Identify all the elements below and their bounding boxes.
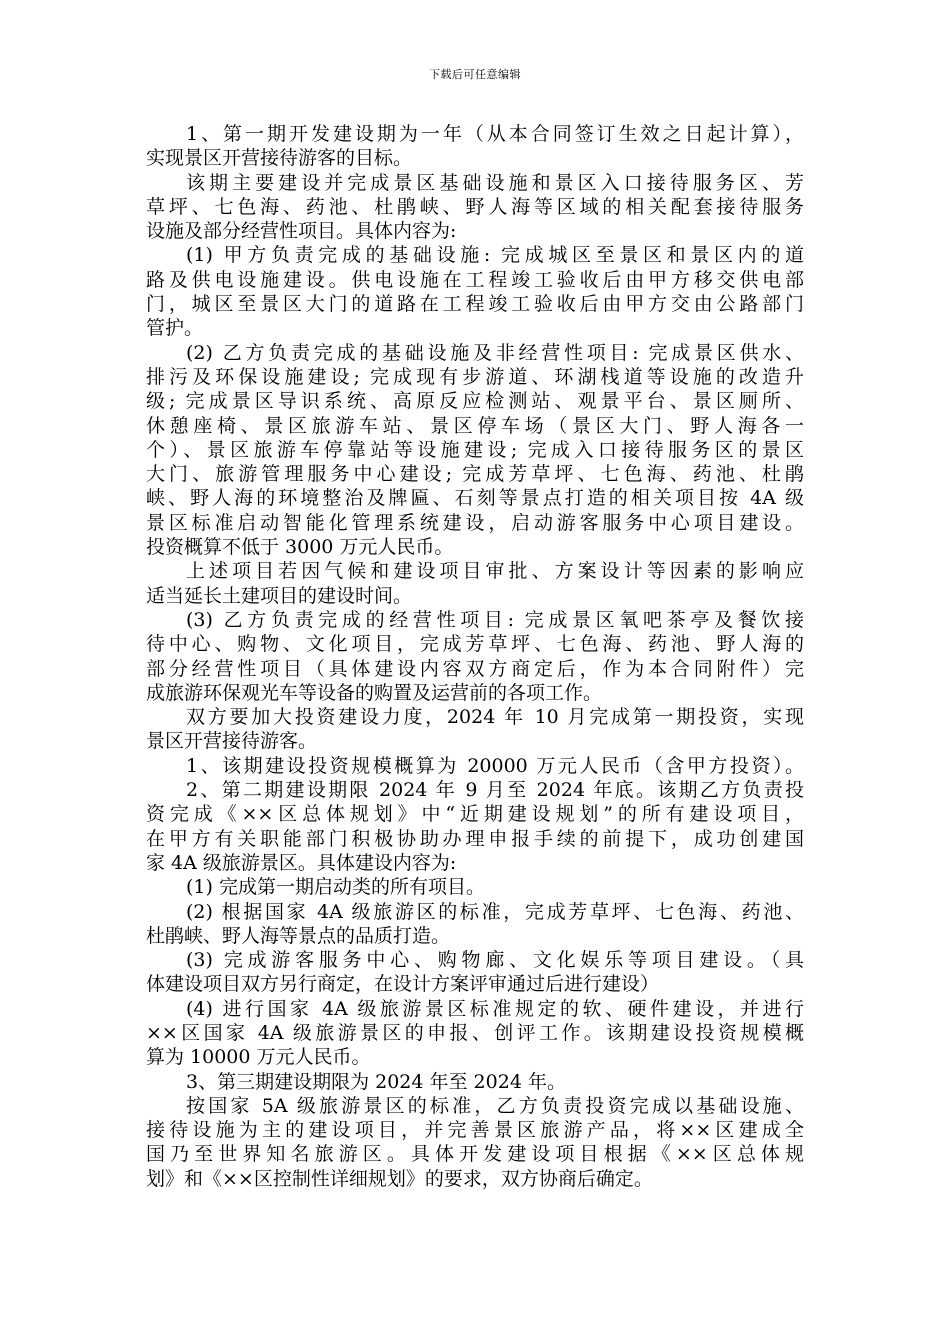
text-line: ××区国家 4A 级旅游景区的申报、创评工作。该期建设投资规模概 [146, 1021, 804, 1044]
text-line: (1) 甲方负责完成的基础设施: 完成城区至景区和景区内的道 [186, 244, 804, 267]
text-line: (1) 完成第一期启动类的所有项目。 [186, 876, 485, 899]
text-line: 个）、景区旅游车停靠站等设施建设; 完成入口接待服务区的景区 [146, 438, 804, 461]
text-line: 2、第二期建设期限 2024 年 9 月至 2024 年底。该期乙方负责投 [186, 779, 804, 802]
text-line: 3、第三期建设期限为 2024 年至 2024 年。 [186, 1070, 566, 1093]
text-line: 实现景区开营接待游客的目标。 [146, 147, 413, 170]
text-line: 国乃至世界知名旅游区。具体开发建设项目根据《××区总体规 [146, 1143, 804, 1166]
text-line: 划》和《××区控制性详细规划》的要求，双方协商后确定。 [146, 1167, 653, 1190]
text-line: 家 4A 级旅游景区。具体建设内容为: [146, 851, 457, 874]
page-header: 下载后可任意编辑 [429, 68, 521, 81]
text-line: 资完成《××区总体规划》中“近期建设规划”的所有建设项目， [146, 803, 804, 826]
text-line: (2) 乙方负责完成的基础设施及非经营性项目: 完成景区供水、 [186, 341, 804, 364]
text-line: (2) 根据国家 4A 级旅游区的标准，完成芳草坪、七色海、药池、 [186, 900, 804, 923]
text-line: 峡、野人海的环境整治及牌匾、石刻等景点打造的相关项目按 4A 级 [146, 487, 804, 510]
text-line: 体建设项目双方另行商定，在设计方案评审通过后进行建设） [146, 973, 660, 996]
text-line: 排污及环保设施建设; 完成现有步游道、环湖栈道等设施的改造升 [146, 365, 804, 388]
text-line: 杜鹃峡、野人海等景点的品质打造。 [146, 924, 451, 947]
text-line: 成旅游环保观光车等设备的购置及运营前的各项工作。 [146, 681, 603, 704]
text-line: 路及供电设施建设。供电设施在工程竣工验收后由甲方移交供电部 [146, 268, 804, 291]
text-line: 级; 完成景区导识系统、高原反应检测站、观景平台、景区厕所、 [146, 390, 804, 413]
text-line: 景区标准启动智能化管理系统建设，启动游客服务中心项目建设。 [146, 511, 804, 534]
text-line: 上述项目若因气候和建设项目审批、方案设计等因素的影响应 [186, 560, 804, 583]
text-line: (4) 进行国家 4A 级旅游景区标准规定的软、硬件建设，并进行 [186, 997, 804, 1020]
text-line: 投资概算不低于 3000 万元人民币。 [146, 536, 454, 559]
text-line: 1、第一期开发建设期为一年（从本合同签订生效之日起计算）， [186, 123, 804, 145]
text-line: 设施及部分经营性项目。具体内容为: [146, 220, 457, 243]
document-body [146, 122, 804, 1191]
text-line: 大门、旅游管理服务中心建设; 完成芳草坪、七色海、药池、杜鹃 [146, 463, 804, 486]
text-line: 双方要加大投资建设力度，2024 年 10 月完成第一期投资，实现 [186, 706, 804, 729]
text-line: 算为 10000 万元人民币。 [146, 1046, 371, 1069]
text-line: 适当延长土建项目的建设时间。 [146, 584, 413, 607]
text-line: (3) 完成游客服务中心、购物廊、文化娱乐等项目建设。（具 [186, 949, 804, 972]
text-line: 1、该期建设投资规模概算为 20000 万元人民币（含甲方投资）。 [186, 754, 804, 777]
text-line: 景区开营接待游客。 [146, 730, 318, 753]
text-line: 在甲方有关职能部门积极协助办理申报手续的前提下，成功创建国 [146, 827, 804, 850]
text-line: 草坪、七色海、药池、杜鹃峡、野人海等区域的相关配套接待服务 [146, 195, 804, 218]
text-line: 接待设施为主的建设项目，并完善景区旅游产品，将××区建成全 [146, 1119, 804, 1142]
text-line: 部分经营性项目（具体建设内容双方商定后，作为本合同附件）完 [146, 657, 804, 680]
text-line: 按国家 5A 级旅游景区的标准，乙方负责投资完成以基础设施、 [186, 1094, 804, 1117]
text-line: 该期主要建设并完成景区基础设施和景区入口接待服务区、芳 [186, 171, 804, 194]
text-line: 门，城区至景区大门的道路在工程竣工验收后由甲方交由公路部门 [146, 293, 804, 316]
text-line: 休憩座椅、景区旅游车站、景区停车场（景区大门、野人海各一 [146, 414, 804, 437]
text-line: 管护。 [146, 317, 204, 340]
text-line: (3) 乙方负责完成的经营性项目: 完成景区氧吧茶亭及餐饮接 [186, 608, 804, 631]
text-line: 待中心、购物、文化项目，完成芳草坪、七色海、药池、野人海的 [146, 633, 804, 656]
